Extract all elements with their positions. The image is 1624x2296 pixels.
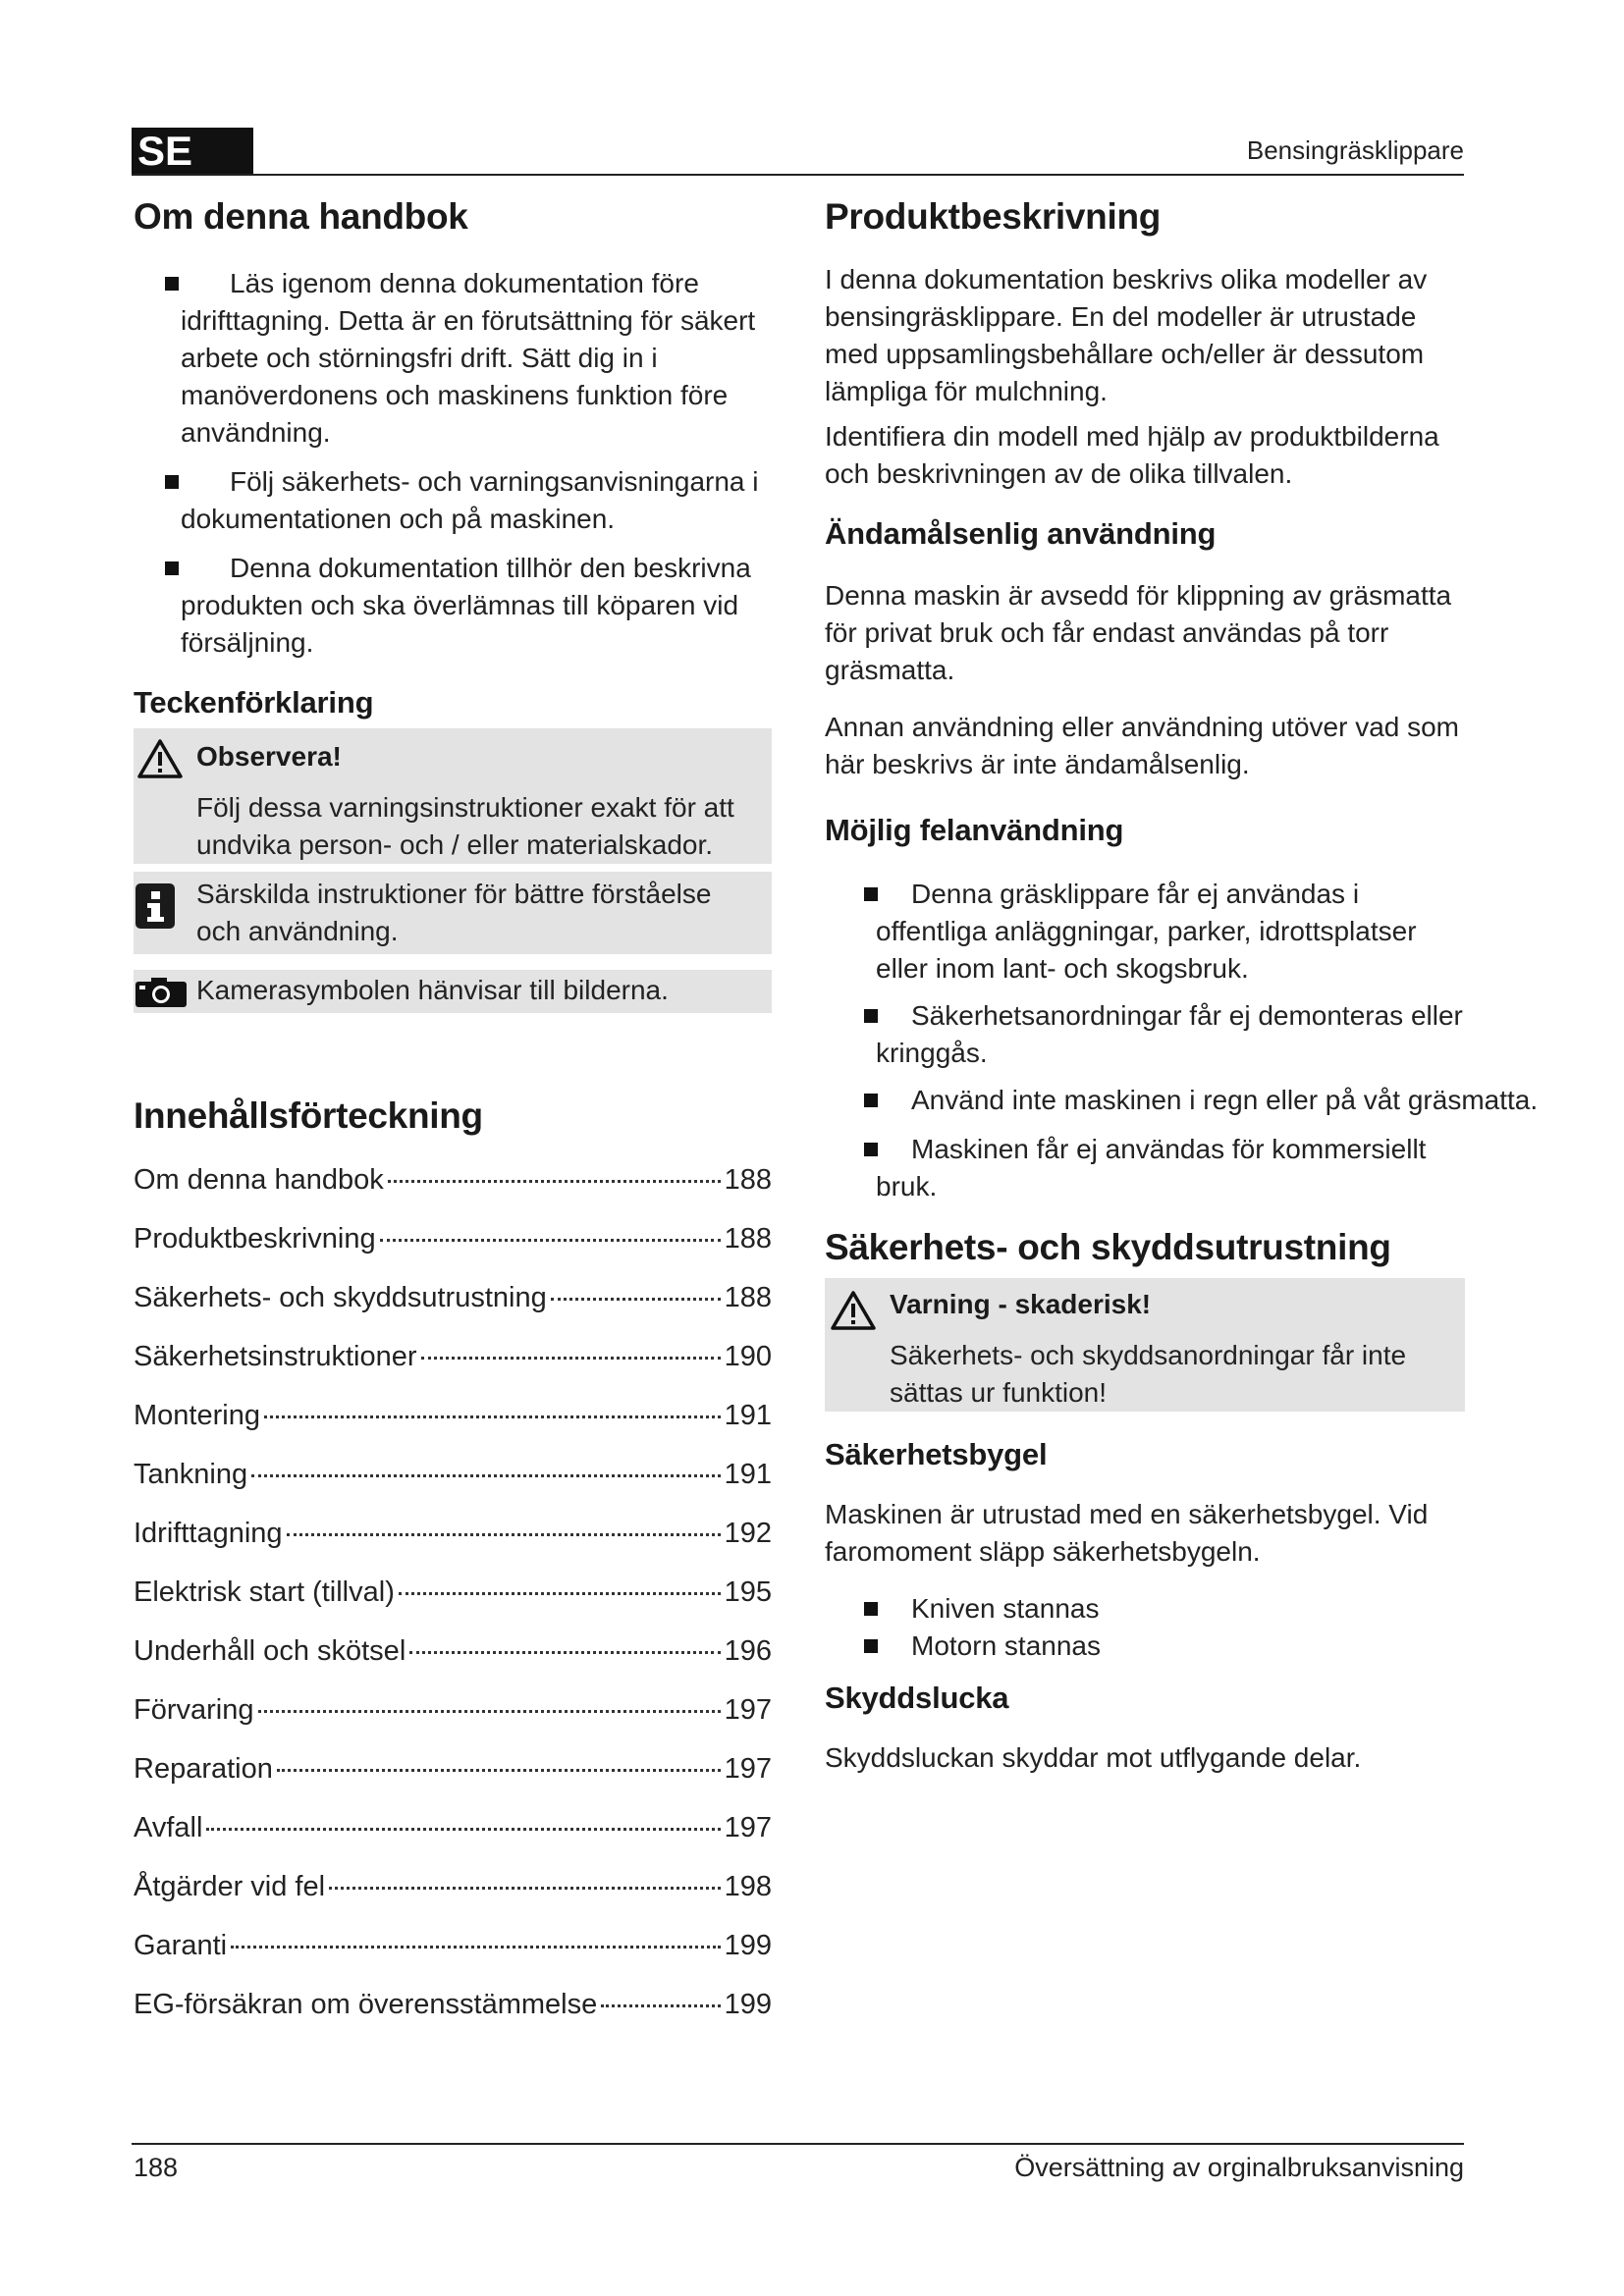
about-bullet-text: Denna dokumentation tillhör den beskrivna produkten och ska överlämnas till köparen vid försäljning. [181, 553, 751, 658]
misuse-bullet-text: Säkerhetsanordningar får ej demonteras eller kringgås. [876, 1000, 1463, 1068]
toc-leader-dots [258, 1710, 721, 1713]
info-note-text: Särskilda instruktioner för bättre förståelse och användning. [196, 879, 712, 946]
toc-entry[interactable] [134, 1445, 772, 1504]
warning-note-text: Följ dessa varningsinstruktioner exakt för att undvika person- och / eller materialskador. [196, 792, 734, 860]
warning-triangle-icon [831, 1290, 876, 1331]
about-bullet-text: Läs igenom denna dokumentation före idrifttagning. Detta är en förutsättning för säkert arbete och störningsfri drift. Sätt dig in i manöverdonens och maskinens funktion före användning. [181, 268, 756, 448]
toc-entry-page: 197 [724, 1753, 772, 1785]
toc-entry-page: 191 [724, 1459, 772, 1490]
toc-entry[interactable] [134, 1327, 772, 1386]
misuse-bullet-text: Maskinen får ej användas för kommersiellt bruk. [876, 1134, 1427, 1201]
warning-note-title: Observera! [196, 741, 342, 772]
toc-entry[interactable] [134, 1386, 772, 1445]
toc-leader-dots [206, 1828, 720, 1831]
footer-rule [132, 2143, 1464, 2145]
hatch-paragraph: Skyddsluckan skyddar mot utflygande delar. [825, 1742, 1362, 1773]
hatch-heading: Skyddslucka [825, 1681, 1009, 1715]
danger-note [825, 1278, 1465, 1412]
toc-entry[interactable] [134, 1857, 772, 1916]
toc-leader-dots [388, 1180, 721, 1183]
toc-entry-page: 192 [724, 1518, 772, 1549]
misuse-bullet [825, 997, 1465, 1072]
misuse-bullet [825, 876, 1465, 988]
about-bullet-text: Följ säkerhets- och varningsanvisningarna i dokumentationen och på maskinen. [181, 466, 759, 534]
toc-entry-page: 190 [724, 1341, 772, 1372]
toc-entry-page: 191 [724, 1400, 772, 1431]
toc-entry[interactable] [134, 1150, 772, 1209]
toc-entry-label: Underhåll och skötsel [134, 1635, 406, 1667]
danger-note-title: Varning - skaderisk! [890, 1289, 1152, 1319]
toc-entry[interactable] [134, 1798, 772, 1857]
toc-entry-label: Säkerhets- och skyddsutrustning [134, 1282, 547, 1313]
info-icon [135, 883, 175, 929]
toc-entry[interactable] [134, 1975, 772, 2034]
page-number: 188 [134, 2153, 179, 2182]
bullet-square-icon [864, 1009, 878, 1023]
warning-note [134, 728, 772, 864]
misuse-bullets [825, 876, 1539, 1205]
bullet-square-icon [864, 1639, 878, 1653]
toc-entry-label: Förvaring [134, 1694, 254, 1726]
header-rule [132, 174, 1464, 176]
toc-entry[interactable] [134, 1916, 772, 1975]
about-bullets [134, 265, 772, 662]
camera-note-text: Kamerasymbolen hänvisar till bilderna. [196, 975, 669, 1005]
product-paragraph: Identifiera din modell med hjälp av produktbilderna och beskrivningen av de olika tillvalen. [825, 421, 1439, 489]
toc-entry[interactable] [134, 1268, 772, 1327]
misuse-bullet [825, 1131, 1465, 1205]
safety-bar-bullet-text: Kniven stannas [911, 1593, 1100, 1624]
toc-entry-page: 199 [724, 1930, 772, 1961]
product-heading: Produktbeskrivning [825, 196, 1162, 237]
toc-entry-page: 197 [724, 1694, 772, 1726]
toc-entry-label: Idrifttagning [134, 1518, 283, 1549]
toc-entry-label: Avfall [134, 1812, 203, 1843]
intended-use-heading: Ändamålsenlig användning [825, 516, 1217, 551]
toc-entry-page: 196 [724, 1635, 772, 1667]
about-bullet [134, 463, 772, 538]
about-bullet [134, 265, 772, 452]
toc-entry-label: Garanti [134, 1930, 228, 1961]
misuse-bullet-text: Denna gräsklippare får ej användas i offentliga anläggningar, parker, idrottsplatser eller inom lant- och skogsbruk. [876, 879, 1417, 984]
camera-note [134, 970, 772, 1013]
toc-entry-label: EG-försäkran om överensstämmelse [134, 1989, 598, 2020]
toc-entry-label: Säkerhetsinstruktioner [134, 1341, 417, 1372]
toc-entry[interactable] [134, 1681, 772, 1739]
safety-bar-heading: Säkerhetsbygel [825, 1437, 1048, 1471]
table-of-contents [134, 1150, 772, 2034]
toc-entry-page: 199 [724, 1989, 772, 2020]
danger-note-text: Säkerhets- och skyddsanordningar får inte sättas ur funktion! [890, 1340, 1407, 1408]
toc-entry-label: Montering [134, 1400, 260, 1431]
toc-heading: Innehållsförteckning [134, 1095, 483, 1136]
intended-use-paragraph: Annan användning eller användning utöver vad som här beskrivs är inte ändamålsenlig. [825, 712, 1460, 779]
toc-entry[interactable] [134, 1563, 772, 1622]
toc-entry[interactable] [134, 1739, 772, 1798]
safety-bar-bullet-text: Motorn stannas [911, 1630, 1101, 1661]
bullet-square-icon [864, 887, 878, 901]
bullet-square-icon [864, 1602, 878, 1616]
toc-leader-dots [551, 1298, 721, 1301]
toc-entry-page: 197 [724, 1812, 772, 1843]
about-heading: Om denna handbok [134, 196, 468, 237]
about-bullet [134, 550, 772, 662]
toc-entry-label: Om denna handbok [134, 1164, 384, 1196]
header-title: Bensingräsklippare [1246, 135, 1464, 165]
bullet-square-icon [165, 561, 179, 575]
toc-entry-label: Tankning [134, 1459, 248, 1490]
toc-leader-dots [409, 1651, 720, 1654]
safety-bar-bullet [825, 1590, 1465, 1628]
toc-entry[interactable] [134, 1209, 772, 1268]
toc-entry[interactable] [134, 1622, 772, 1681]
toc-leader-dots [421, 1357, 721, 1360]
toc-entry[interactable] [134, 1504, 772, 1563]
safety-bar-paragraph: Maskinen är utrustad med en säkerhetsbygel. Vid faromoment släpp säkerhetsbygeln. [825, 1499, 1429, 1567]
toc-entry-label: Produktbeskrivning [134, 1223, 376, 1255]
toc-leader-dots [380, 1239, 721, 1242]
toc-entry-page: 188 [724, 1164, 772, 1196]
safety-bar-bullets [825, 1590, 1465, 1665]
toc-leader-dots [277, 1769, 721, 1772]
intended-use-paragraph: Denna maskin är avsedd för klippning av gräsmatta för privat bruk och får endast användas på torr gräsmatta. [825, 580, 1452, 685]
toc-entry-label: Elektrisk start (tillval) [134, 1576, 395, 1608]
bullet-square-icon [864, 1143, 878, 1156]
language-badge: SE [132, 128, 253, 175]
toc-leader-dots [287, 1533, 721, 1536]
warning-triangle-icon [137, 738, 183, 779]
toc-leader-dots [601, 2004, 720, 2007]
toc-leader-dots [264, 1415, 721, 1418]
misuse-bullet-text: Använd inte maskinen i regn eller på våt gräsmatta. [911, 1085, 1539, 1115]
toc-entry-label: Reparation [134, 1753, 273, 1785]
toc-entry-page: 188 [724, 1282, 772, 1313]
legend-heading: Teckenförklaring [134, 685, 374, 720]
left-column [134, 196, 772, 2034]
toc-leader-dots [251, 1474, 721, 1477]
toc-leader-dots [231, 1946, 721, 1949]
info-note [134, 872, 772, 954]
toc-leader-dots [329, 1887, 721, 1890]
footer-note: Översättning av orginalbruksanvisning [1014, 2153, 1464, 2182]
camera-icon [135, 978, 187, 1007]
bullet-square-icon [165, 475, 179, 489]
safety-bar-bullet [825, 1628, 1465, 1665]
toc-entry-page: 188 [724, 1223, 772, 1255]
toc-entry-page: 195 [724, 1576, 772, 1608]
safety-heading: Säkerhets- och skyddsutrustning [825, 1227, 1391, 1267]
misuse-heading: Möjlig felanvändning [825, 813, 1124, 847]
product-paragraph: I denna dokumentation beskrivs olika modeller av bensingräsklippare. En del modeller är utrustade med uppsamlingsbehållare och/eller är dessutom lämpliga för mulchning. [825, 264, 1428, 406]
bullet-square-icon [165, 277, 179, 291]
right-column [825, 196, 1539, 1777]
misuse-bullet [825, 1082, 1539, 1119]
bullet-square-icon [864, 1094, 878, 1107]
toc-entry-label: Åtgärder vid fel [134, 1871, 326, 1902]
toc-entry-page: 198 [724, 1871, 772, 1902]
toc-leader-dots [399, 1592, 721, 1595]
